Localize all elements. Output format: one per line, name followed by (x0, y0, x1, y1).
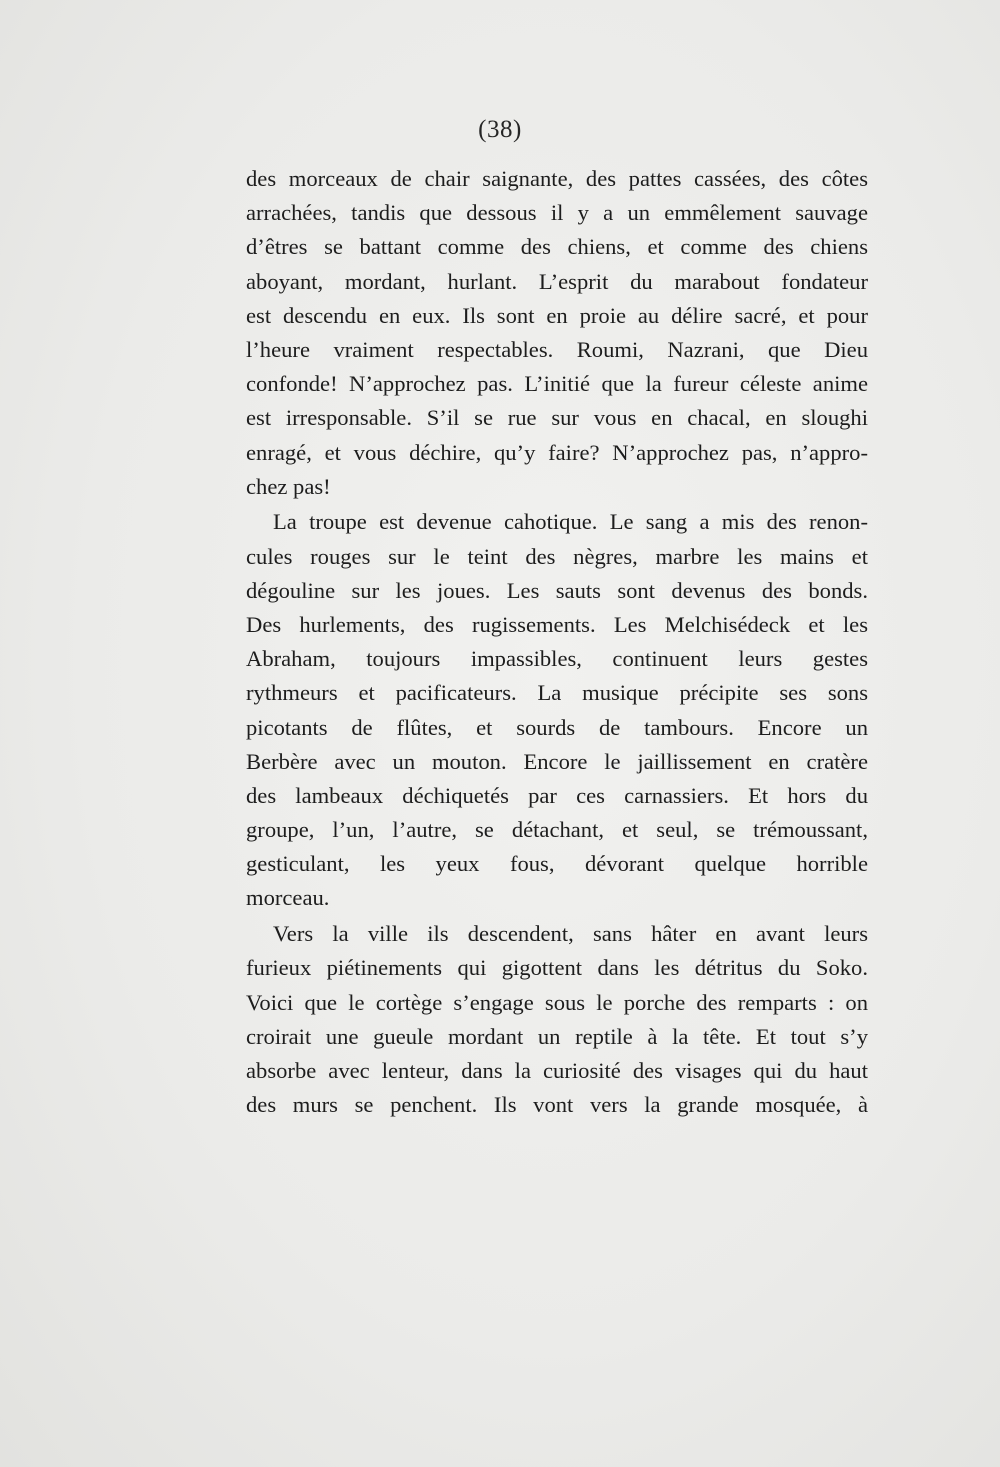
text-line: Berbère avec un mouton. Encore le jaillissement en cratère (246, 748, 868, 774)
paragraph (246, 505, 868, 915)
text-line: cules rouges sur le teint des nègres, marbre les mains et (246, 543, 868, 569)
page-number: (38) (478, 116, 522, 143)
text-line: l’heure vraiment respectables. Roumi, Nazrani, que Dieu (246, 336, 868, 362)
text-line: croirait une gueule mordant un reptile à la tête. Et tout s’y (246, 1023, 868, 1049)
text-line: des morceaux de chair saignante, des pattes cassées, des côtes (246, 166, 868, 191)
text-line: furieux piétinements qui gigottent dans les détritus du Soko. (246, 955, 868, 981)
text-line: est irresponsable. S’il se rue sur vous en chacal, en sloughi (246, 405, 868, 431)
text-line: rythmeurs et pacificateurs. La musique précipite ses sons (246, 680, 868, 706)
text-line: aboyant, mordant, hurlant. L’esprit du marabout fondateur (246, 268, 868, 294)
text-line: groupe, l’un, l’autre, se détachant, et seul, se trémoussant, (246, 817, 868, 843)
text-line: des lambeaux déchiquetés par ces carnassiers. Et hors du (246, 782, 868, 808)
text-line: La troupe est devenue cahotique. Le sang a mis des renon- (273, 509, 868, 535)
text-line: absorbe avec lenteur, dans la curiosité des visages qui du haut (246, 1057, 868, 1083)
text-line: arrachées, tandis que dessous il y a un emmêlement sauvage (246, 200, 868, 226)
text-line: est descendu en eux. Ils sont en proie au délire sacré, et pour (246, 302, 868, 328)
text-line: confonde! N’approchez pas. L’initié que la fureur céleste anime (246, 371, 868, 397)
text-line: d’êtres se battant comme des chiens, et comme des chiens (246, 234, 868, 260)
text-line: chez pas! (246, 473, 331, 499)
text-line: des murs se penchent. Ils vont vers la grande mosquée, à (246, 1092, 868, 1118)
text-line: gesticulant, les yeux fous, dévorant quelque horrible (246, 851, 868, 877)
text-line: Des hurlements, des rugissements. Les Melchisédeck et les (246, 611, 868, 637)
text-line: Abraham, toujours impassibles, continuent leurs gestes (246, 646, 868, 672)
text-line: dégouline sur les joues. Les sauts sont devenus des bonds. (246, 577, 868, 603)
text-line: morceau. (246, 885, 330, 911)
paragraph (246, 162, 868, 504)
body-text (246, 162, 868, 1122)
text-line: Vers la ville ils descendent, sans hâter en avant leurs (273, 921, 868, 947)
paragraph (246, 917, 868, 1122)
text-line: enragé, et vous déchire, qu’y faire? N’approchez pas, n’appro- (246, 439, 868, 465)
text-line: Voici que le cortège s’engage sous le porche des remparts : on (246, 989, 868, 1015)
text-line: picotants de flûtes, et sourds de tambours. Encore un (246, 714, 868, 740)
